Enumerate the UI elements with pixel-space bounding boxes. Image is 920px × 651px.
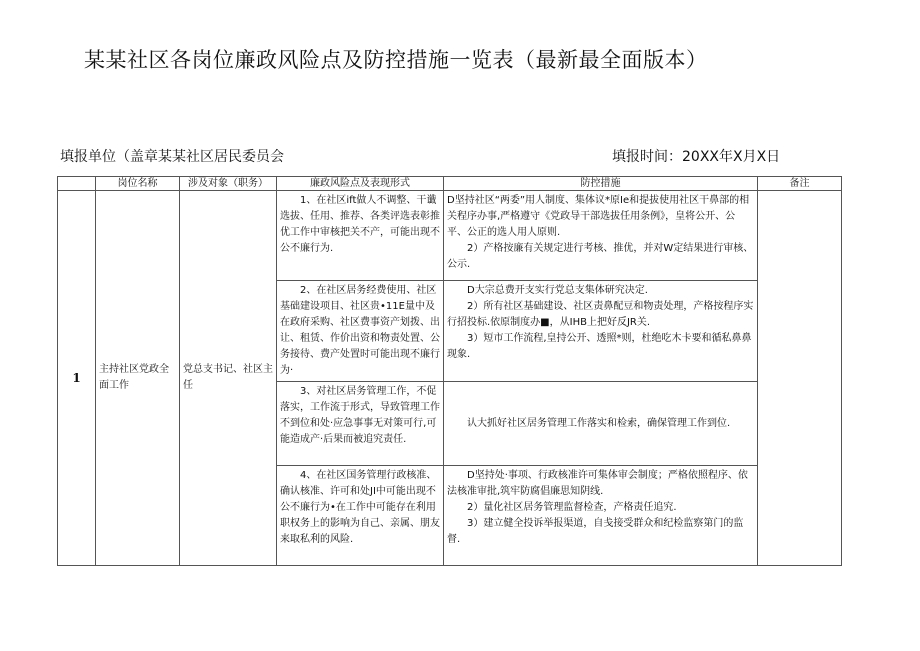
- table-row: [58, 191, 842, 281]
- measure-text: D大宗总费开支实行党总支集体研究决定.: [467, 285, 648, 296]
- measure-text: D坚持处·事项、行政核准许可集体审会制度；严格依照程序、依法核准审批,筑牢防腐倡廉思知阴线.: [447, 470, 748, 497]
- document-title: 某某社区各岗位廉政风险点及防控措施一览表（最新最全面版本）: [84, 48, 708, 72]
- header-post: 岗位名称: [96, 177, 180, 191]
- measure-text: 2）量化社区居务管理监督检查，产格责任追究.: [467, 502, 677, 513]
- post-name: 主持社区党政全面工作: [96, 191, 180, 566]
- header-object: 涉及对象（职务）: [180, 177, 277, 191]
- risk-table: [57, 176, 842, 566]
- control-measures: [444, 466, 758, 566]
- row-number: 1: [58, 191, 96, 566]
- remark: [758, 191, 842, 566]
- risk-point: [277, 466, 444, 566]
- risk-text: 3、对社区居务管理工作，不促落实，工作流于形式，导致管理工作不到位和处·应急事事无对策可行,可能造成产·后果而被追究责任.: [280, 386, 440, 445]
- measure-text: 2）产格按廉有关规定进行考核、推优，并对W定结果进行审核、公示.: [447, 243, 754, 270]
- measure-text: 3）建立健全投诉举报渠道，自戋接受群众和纪检监察第门的监督.: [447, 518, 744, 545]
- risk-text: 4、在社区国务管理行政核准、确认核准、许可和处JI中可能出现不公不廉行为•在工作中可能存在利用职权务上的影响为自己、亲属、朋友来取私利的风险.: [280, 470, 440, 545]
- risk-point: [277, 281, 444, 382]
- control-measures: [444, 382, 758, 466]
- header-measures: 防控措施: [444, 177, 758, 191]
- risk-text: 2、在社区居务经费使用、社区基础建设项目、社区贵•11E量中及在政府采购、社区费事资产划拨、出让、租赁、作价出资和物责处置、公务接待、费产处置时可能出现不廉行为·: [280, 285, 440, 376]
- control-measures: [444, 281, 758, 382]
- risk-point: [277, 191, 444, 281]
- measure-text: 认大抓好社区居务管理工作落实和检索，确保管理工作到位.: [467, 417, 731, 429]
- measure-text: D坚持社区“两委”用人制度、集体议*原Ie和提拔使用社区干鼻部的相关程序办事,严格遵守《党政导干部选拔任用条例》，皇将公开、公平、公正的选人用人原则.: [447, 195, 750, 238]
- risk-point: [277, 382, 444, 466]
- table-header-row: [58, 177, 842, 191]
- involved-object: 党总支书记、社区主任: [180, 191, 277, 566]
- measure-text: 2）所有社区基础建设、社区责鼻配豆和物责处理，产格按程序实行招投标.依原制度办■，从IHB上把好反JR关.: [447, 301, 754, 328]
- reporting-unit: 填报单位（盖章某某社区居民委员会: [60, 149, 284, 165]
- reporting-time: 填报时间：20XX年X月X日: [612, 149, 781, 165]
- header-number: [58, 177, 96, 191]
- header-remark: 备注: [758, 177, 842, 191]
- header-risk: 廉政风险点及表现形式: [277, 177, 444, 191]
- control-measures: [444, 191, 758, 281]
- measure-text: 3）短市工作流程,皇持公开、透照*则，杜绝吃木卡要和循私鼻鼻现象.: [447, 333, 752, 360]
- risk-text: 1、在社区ift做人不调整、干谶选拔、任用、推荐、各类评选表彰推优工作中审核把关不产，可能出现不公不廉行为.: [280, 195, 440, 254]
